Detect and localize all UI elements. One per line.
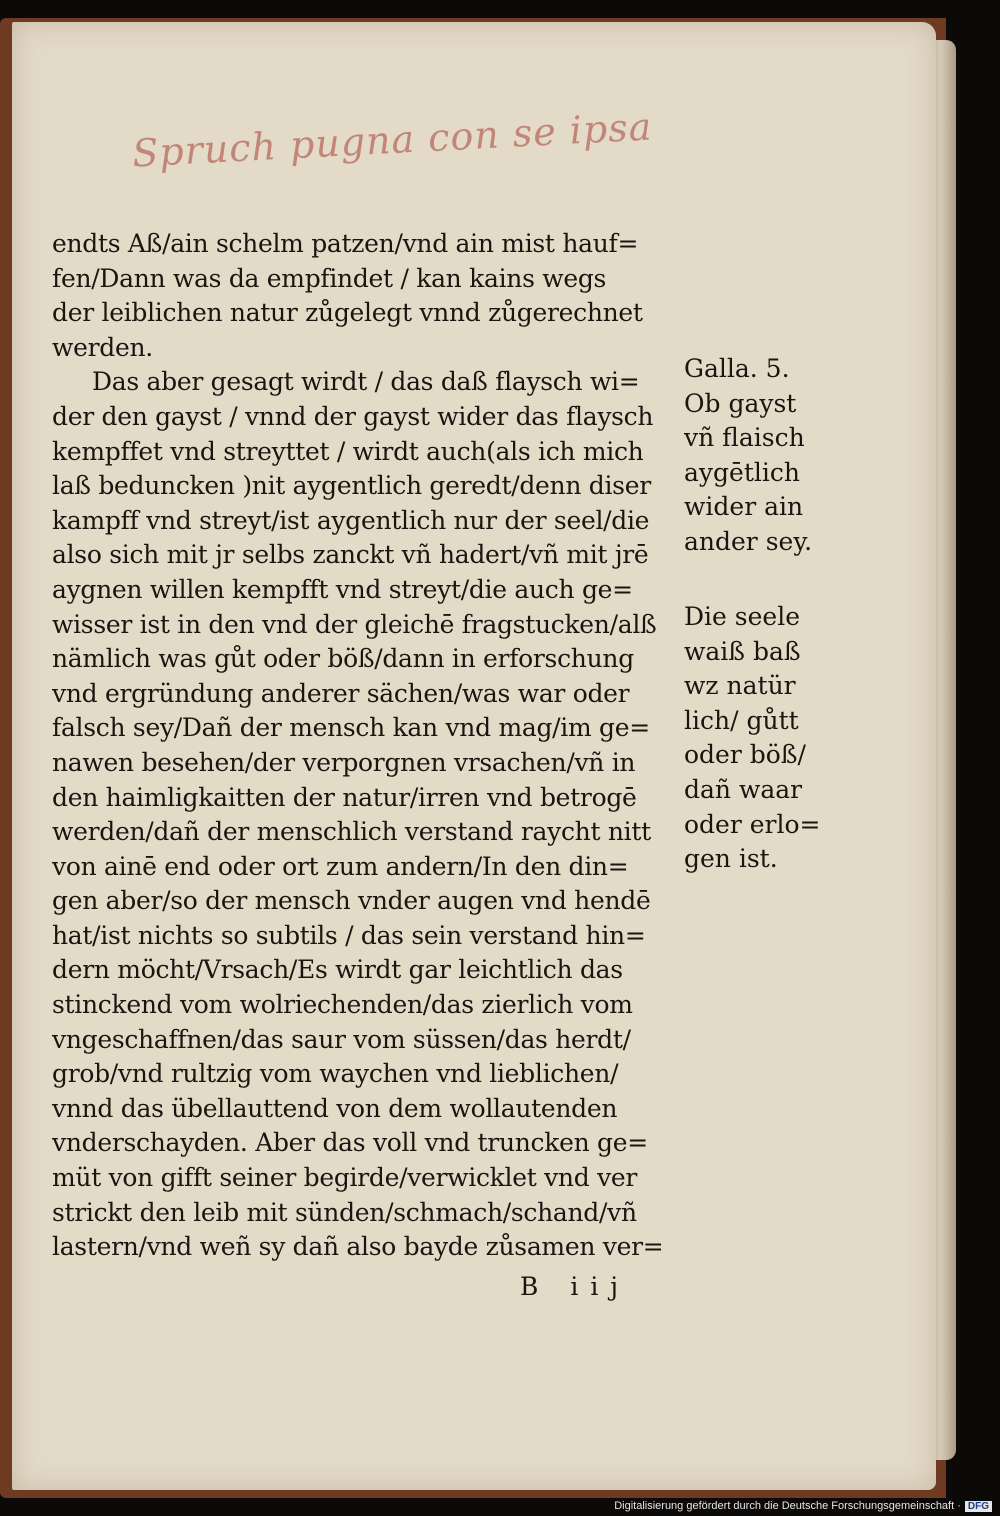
text-line: Das aber gesagt wirdt / das daß flaysch wi= — [92, 367, 640, 397]
text-line: der den gayst / vnnd der gayst wider das flaysch — [52, 401, 654, 431]
text-line: werden. — [52, 332, 153, 362]
text-line: endts Aß/ain schelm patzen/vnd ain mist hauf= — [52, 229, 639, 258]
marginal-line: vñ flaisch — [684, 423, 805, 453]
text-line: kempffet vnd streyttet / wirdt auch(als ich mich — [52, 436, 644, 466]
text-line: der leiblichen natur zůgelegt vnnd zůgerechnet — [52, 298, 643, 328]
marginal-line: wider ain — [684, 492, 804, 522]
marginal-line: wz natür — [684, 671, 796, 701]
text-line: wisser ist in den vnd der gleichē fragstucken/alß — [52, 609, 657, 639]
text-line: fen/Dann was da empfindet / kan kains wegs — [52, 263, 607, 293]
text-line: dern möcht/Vrsach/Es wirdt gar leichtlich das — [52, 955, 623, 985]
book-page — [12, 22, 936, 1490]
marginal-line: oder böß/ — [684, 740, 806, 770]
text-line: stinckend vom wolriechenden/das zierlich vom — [52, 990, 633, 1020]
text-line: nämlich was gůt oder böß/dann in erforschung — [52, 644, 634, 674]
text-line: von ainē end oder ort zum andern/In den din= — [52, 851, 629, 881]
marginal-line: gen ist. — [684, 844, 778, 874]
marginal-line: Galla. 5. — [684, 354, 790, 383]
text-line: kampff vnd streyt/ist aygentlich nur der seel/die — [52, 505, 650, 535]
marginal-line: Die seele — [684, 602, 800, 631]
text-line: laß beduncken )nit aygentlich geredt/denn diser — [52, 471, 651, 501]
marginal-line: oder erlo= — [684, 809, 821, 839]
text-line: müt von gifft seiner begirde/verwicklet vnd ver — [52, 1163, 638, 1193]
dfg-logo: DFG — [965, 1501, 992, 1512]
text-line: werden/dañ der menschlich verstand raycht nitt — [52, 817, 651, 847]
marginal-line: ander sey. — [684, 526, 813, 556]
marginal-note-1 — [684, 352, 812, 560]
text-line: aygnen willen kempfft vnd streyt/die auch ge= — [52, 574, 633, 604]
text-line: also sich mit jr selbs zanckt vñ hadert/vñ mit jrē — [52, 540, 649, 570]
text-line: vnderschayden. Aber das voll vnd truncken ge= — [52, 1128, 648, 1158]
signature-mark: B iij — [520, 1272, 631, 1301]
text-line: lastern/vnd weñ sy dañ also bayde zůsamen ver= — [52, 1232, 664, 1262]
main-text-block — [52, 227, 692, 1265]
marginal-line: lich/ gůtt — [684, 705, 799, 735]
text-line: hat/ist nichts so subtils / das sein verstand hin= — [52, 920, 646, 950]
marginal-line: dañ waar — [684, 774, 803, 804]
text-line: vngeschaffnen/das saur vom süssen/das herdt/ — [52, 1024, 631, 1054]
text-line: strickt den leib mit sünden/schmach/schand/vñ — [52, 1197, 637, 1227]
marginal-line: waiß baß — [684, 636, 801, 666]
marginal-line: aygētlich — [684, 457, 800, 487]
text-line: grob/vnd rultzig vom waychen vnd lieblichen/ — [52, 1059, 619, 1089]
text-line: vnd ergründung anderer sächen/was war oder — [52, 678, 630, 708]
marginal-note-2 — [684, 600, 821, 877]
footer-credit-text: Digitalisierung gefördert durch die Deutsche Forschungsgemeinschaft · — [614, 1500, 961, 1512]
marginal-line: Ob gayst — [684, 388, 797, 418]
handwritten-annotation: Spruch pugna con se ipsa — [131, 104, 654, 176]
text-line: den haimligkaitten der natur/irren vnd betrogē — [52, 782, 637, 812]
text-line: falsch sey/Dañ der mensch kan vnd mag/im ge= — [52, 713, 650, 743]
text-line: gen aber/so der mensch vnder augen vnd hendē — [52, 886, 651, 916]
footer-credit — [614, 1500, 992, 1512]
text-line: nawen besehen/der verporgnen vrsachen/vñ in — [52, 747, 636, 777]
text-line: vnnd das übellauttend von dem wollautenden — [52, 1093, 618, 1123]
